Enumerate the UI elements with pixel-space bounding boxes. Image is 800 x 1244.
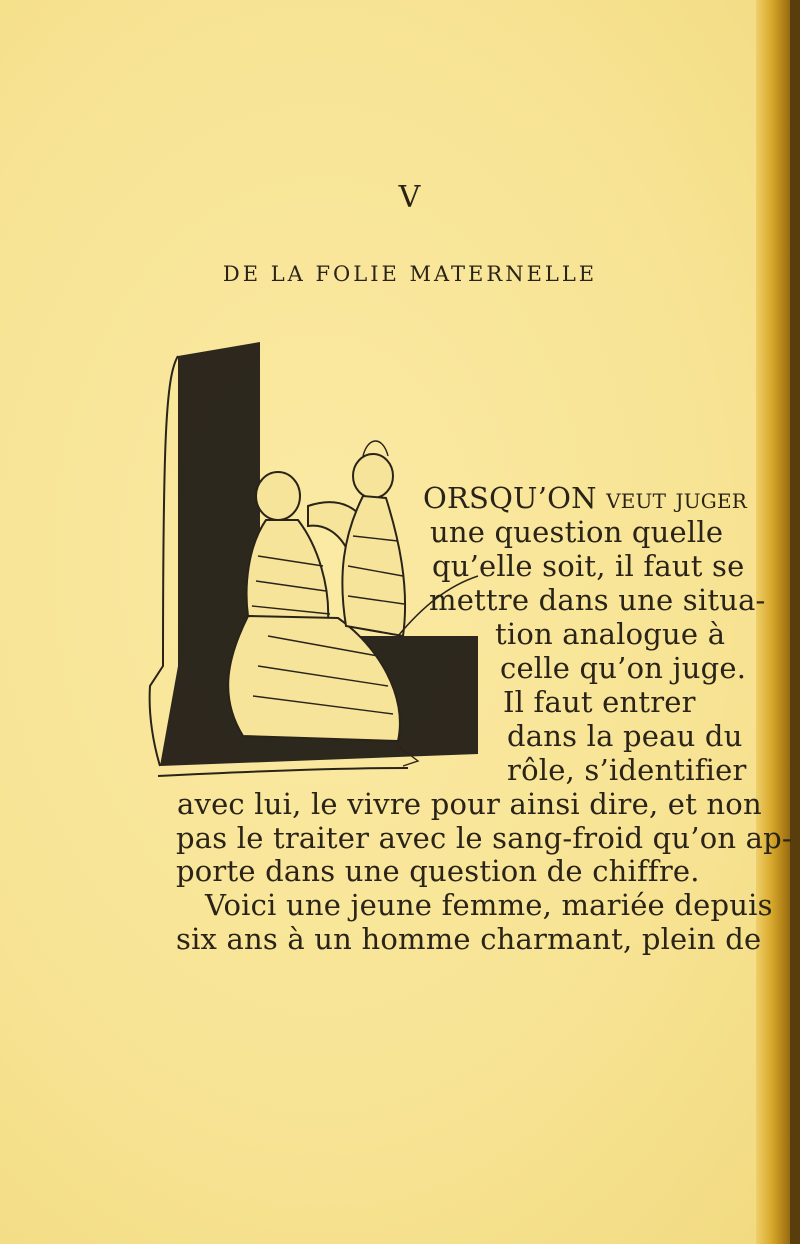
chapter-number: V [398,180,422,215]
text-line-12: porte dans une question de chiffre. [176,854,700,888]
text-line-3: qu’elle soit, il faut se [432,549,745,583]
text-line-7: Il faut entrer [503,685,696,719]
text-line-10: avec lui, le vivre pour ainsi dire, et non [177,787,762,821]
text-line-6: celle qu’on juge. [500,651,747,685]
text-line-5: tion analogue à [495,617,726,651]
text-line-8: dans la peau du [507,719,743,753]
text-line-4: mettre dans une situa- [429,583,766,617]
text-line-13: Voici une jeune femme, mariée depuis [205,888,773,922]
text-line-14: six ans à un homme charmant, plein de [176,922,762,956]
page-edge-shadow [790,0,800,1244]
text-line-2: une question quelle [430,515,724,549]
chapter-title: DE LA FOLIE MATERNELLE [222,262,598,286]
text-line-9: rôle, s’identifier [507,753,747,787]
text-line-11: pas le traiter avec le sang-froid qu’on ap- [176,821,792,855]
text-line-1: ORSQU’ON veut juger [423,481,748,515]
